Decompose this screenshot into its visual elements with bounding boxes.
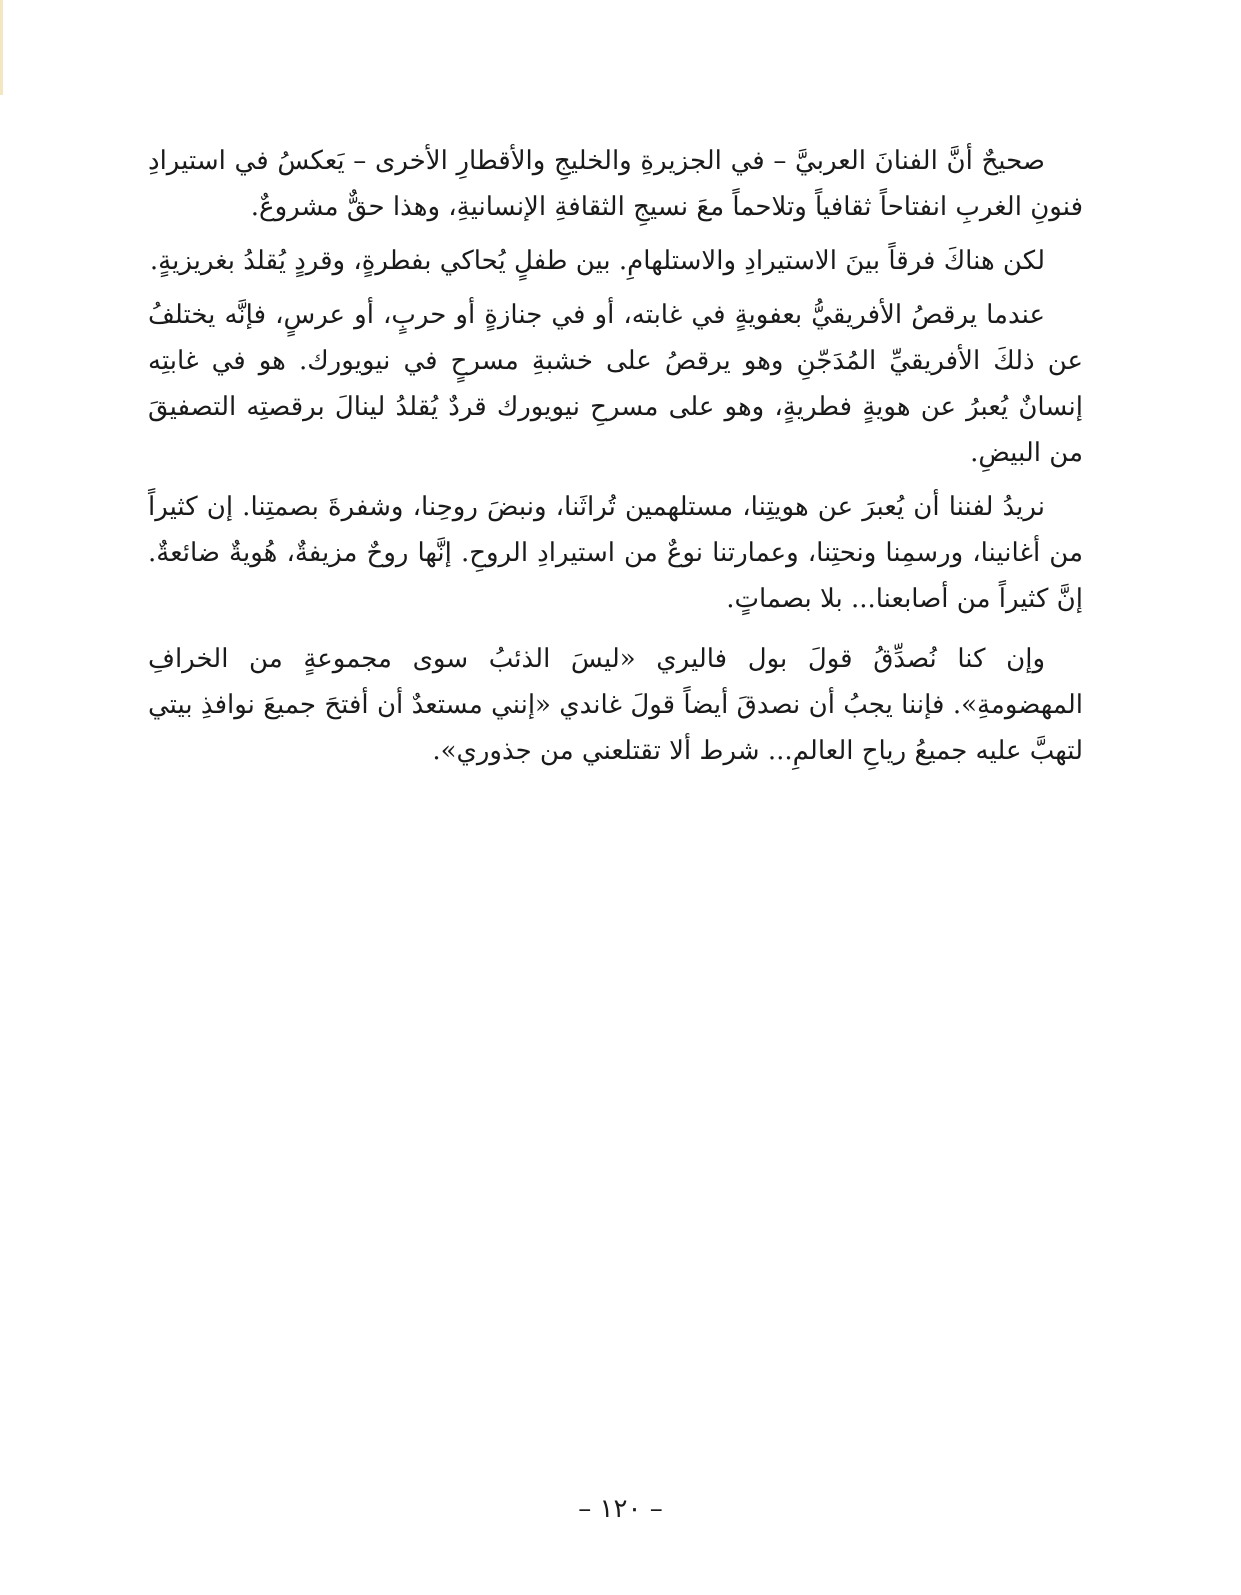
- paragraph-4: نريدُ لفننا أن يُعبرَ عن هويتِنا، مستلهمين تُراثَنا، ونبضَ روحِنا، وشفرةَ بصمتِنا. إن كثيراً من أغانينا، ورسمِنا ونحتِنا، وعمارتنا نوعٌ من استيرادِ الروحِ. إنَّها روحٌ مزيفةٌ، هُويةٌ ضائعةٌ. إنَّ كثيراً من أصابعنا... بلا بصماتٍ.: [148, 492, 1083, 614]
- paragraph-3: عندما يرقصُ الأفريقيُّ بعفويةٍ في غابته، أو في جنازةٍ أو حربٍ، أو عرسٍ، فإنَّه يختلفُ عن ذلكَ الأفريقيِّ المُدَجّنِ وهو يرقصُ على خشبةِ مسرحٍ في نيويورك. هو في غابتِه إنسانٌ يُعبرُ عن هويةٍ فطريةٍ، وهو على مسرحِ نيويورك قردٌ يُقلدُ لينالَ برقصتِه التصفيقَ من البيضِ.: [148, 300, 1083, 468]
- paragraph-1: صحيحٌ أنَّ الفنانَ العربيَّ – في الجزيرةِ والخليجِ والأقطارِ الأخرى – يَعكسُ في استيرادِ فنونِ الغربِ انفتاحاً ثقافياً وتلاحماً معَ نسيجِ الثقافةِ الإنسانيةِ، وهذا حقٌّ مشروعٌ.: [148, 146, 1083, 222]
- page-edge-mark: [0, 0, 3, 95]
- page-number: – ١٢٠ –: [578, 1494, 663, 1524]
- paragraph-2: لكن هناكَ فرقاً بينَ الاستيرادِ والاستلهامِ. بين طفلٍ يُحاكي بفطرةٍ، وقردٍ يُقلدُ بغريزيةٍ.: [149, 246, 1045, 276]
- paragraph-5: وإن كنا نُصدِّقُ قولَ بول فاليري «ليسَ الذئبُ سوى مجموعةٍ من الخرافِ المهضومةِ». فإننا يجبُ أن نصدقَ أيضاً قولَ غاندي «إنني مستعدٌ أن أفتحَ جميعَ نوافذِ بيتي لتهبَّ عليه جميعُ رياحِ العالمِ... شرط ألا تقتلعني من جذوري».: [148, 644, 1083, 766]
- page-body: [148, 138, 1083, 774]
